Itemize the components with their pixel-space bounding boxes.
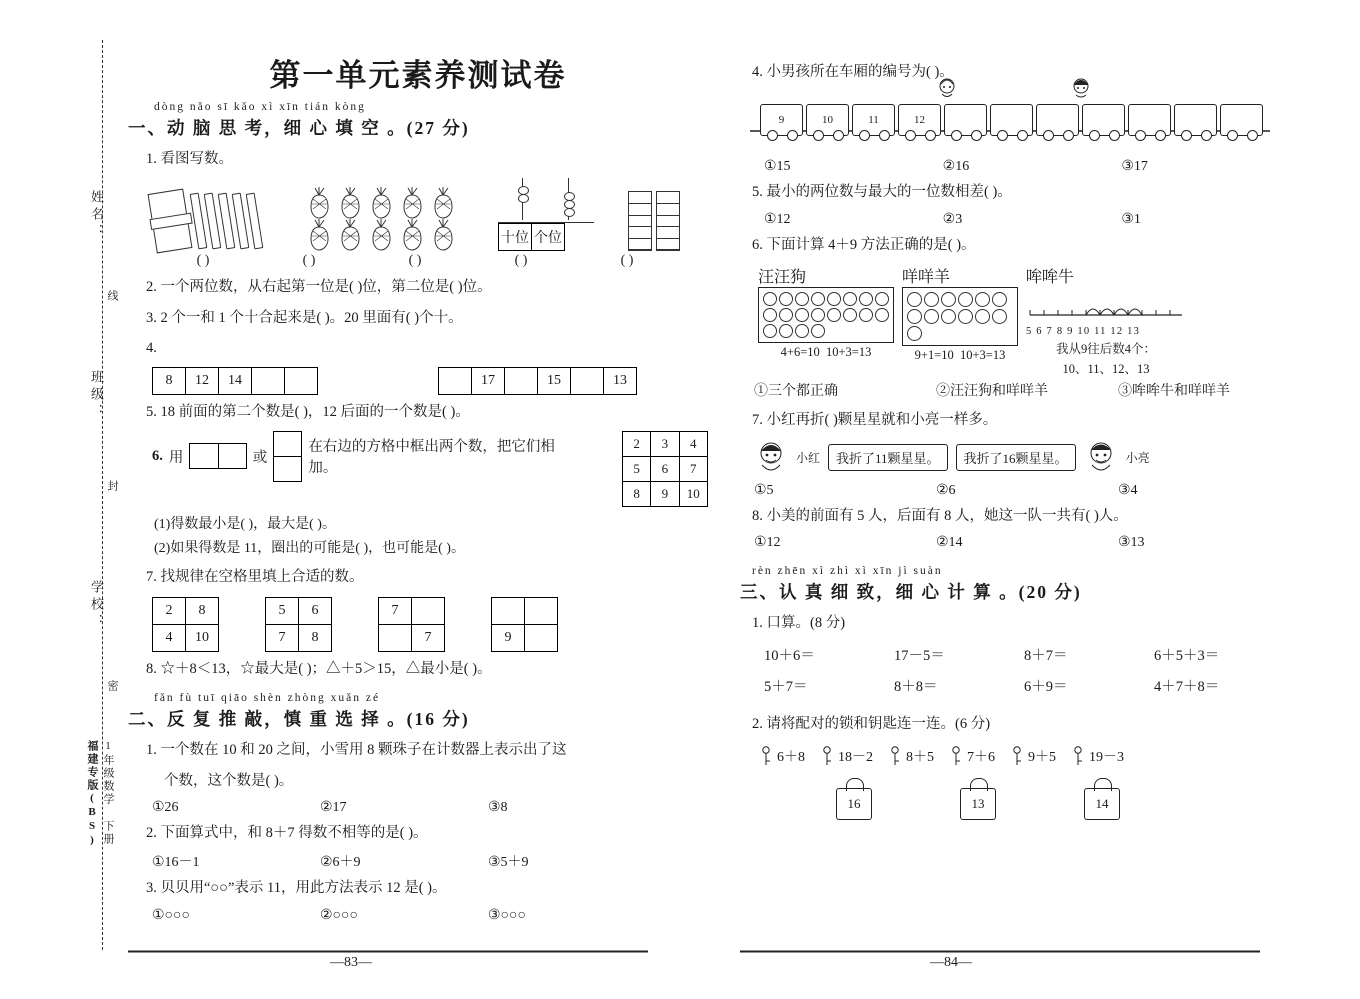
cell[interactable]: 7 (412, 624, 445, 651)
school-label: 学校： (89, 580, 104, 631)
key-icon (819, 746, 835, 766)
panel-caption-dog: 汪汪狗 (758, 269, 807, 287)
class-label: 班级： (89, 370, 104, 421)
cell[interactable]: 8 (299, 624, 332, 651)
cell[interactable] (492, 597, 525, 624)
option-1[interactable]: ①○○○ (152, 907, 190, 923)
q7-tables (152, 597, 708, 652)
right-footer-rule (740, 950, 1260, 953)
q7-table-2[interactable] (265, 597, 332, 652)
section-two-pinyin: fǎn fù tuī qiāo shèn zhòng xuǎn zé (154, 692, 381, 705)
key-item[interactable] (948, 746, 995, 766)
train-car-number: 9 (778, 114, 785, 127)
label-xiaohong: 小红 (796, 451, 821, 465)
choice-q2-options (152, 851, 708, 871)
train-car-number: 11 (868, 114, 879, 127)
sheep-eq-2: 10+3=13 (960, 348, 1006, 363)
grade-info: 1年级数学 下册 (102, 740, 114, 846)
option-1[interactable]: ①15 (764, 159, 791, 175)
option-3[interactable]: ③4 (1118, 482, 1138, 498)
key-item[interactable] (819, 746, 873, 766)
option-2[interactable]: ②6＋9 (320, 855, 361, 871)
key-item[interactable] (1070, 746, 1124, 766)
option-3[interactable]: ③8 (488, 799, 508, 815)
cell[interactable] (525, 597, 558, 624)
page-title: 第一单元素养测试卷 (269, 58, 567, 93)
cell[interactable]: 14 (219, 367, 252, 394)
q4-tables (152, 367, 708, 395)
fill-q6-1: (1)得数最小是( )，最大是( )。 (154, 516, 336, 532)
panel-caption-sheep: 咩咩羊 (902, 269, 951, 287)
key-row (758, 746, 1300, 766)
cell[interactable]: 7 (379, 597, 412, 624)
choice-q1-options (152, 799, 708, 816)
name-label: 姓名： (89, 190, 104, 241)
fill-q6-2: (2)如果得数是 11，圈出的可能是( )，也可能是( )。 (154, 540, 465, 556)
cell[interactable]: 15 (538, 367, 571, 394)
panel-caption-cow: 哞哞牛 (1026, 269, 1075, 287)
fill-q4: 4. (146, 340, 157, 357)
cell[interactable] (379, 624, 412, 651)
counter-ones-label: 个位 (532, 224, 565, 251)
cell[interactable] (412, 597, 445, 624)
q7-table-3[interactable] (378, 597, 445, 652)
choice-q7-options (754, 482, 1300, 499)
lock-row (836, 788, 1300, 820)
cell[interactable]: 9 (492, 624, 525, 651)
lock-item[interactable]: 16 (836, 788, 872, 820)
choice-q3: 3. 贝贝用“○○”表示 11，用此方法表示 12 是( )。 (146, 880, 447, 897)
key-item[interactable] (758, 746, 805, 766)
sticks-figure (150, 189, 270, 251)
cell[interactable]: 3 (651, 431, 679, 456)
seal-char-2: 封 (106, 480, 118, 493)
cell[interactable]: 4 (679, 431, 708, 456)
key-icon (758, 746, 774, 766)
q6-shape-b (273, 431, 302, 482)
seal-char-3: 密 (106, 680, 118, 693)
key-label: 7＋6 (967, 749, 995, 765)
choice-q1b: 个数，这个数是( )。 (164, 772, 294, 789)
fill-q8: 8. ☆＋8＜13，☆最大是( )；△＋5＞15，△最小是( )。 (146, 660, 492, 677)
cell[interactable] (285, 367, 318, 394)
lock-item[interactable]: 14 (1084, 788, 1120, 820)
cell[interactable]: 10 (186, 624, 219, 651)
cell[interactable] (571, 367, 604, 394)
pineapple-figure (304, 187, 464, 251)
page-number-left: —83— (330, 955, 372, 970)
calc-item[interactable]: 5＋7＝ (764, 678, 808, 695)
seal-char-1: 线 (106, 290, 118, 303)
q4-table-right[interactable] (438, 367, 637, 395)
train-car-number: 12 (914, 114, 925, 127)
choice-q8-options (754, 534, 1300, 551)
calc-item[interactable]: 4＋7＋8＝ (1154, 678, 1220, 695)
key-label: 19－3 (1089, 749, 1124, 765)
fill-q3: 3. 2 个一和 1 个十合起来是( )。20 里面有( )个十。 (146, 309, 463, 326)
key-label: 9＋5 (1028, 749, 1056, 765)
train-car-number: 10 (822, 114, 833, 127)
cell[interactable]: 12 (186, 367, 219, 394)
key-icon (887, 746, 903, 766)
key-label: 6＋8 (777, 749, 805, 765)
option-3[interactable]: ③17 (1121, 159, 1148, 175)
calc-q1: 1. 口算。(8 分) (752, 614, 846, 631)
calc-item[interactable]: 8＋7＝ (1024, 648, 1068, 665)
key-icon (948, 746, 964, 766)
option-2[interactable]: ②14 (936, 534, 963, 550)
right-column (740, 36, 1300, 820)
calc-item[interactable]: 10＋6＝ (764, 648, 815, 665)
cell[interactable]: 4 (153, 624, 186, 651)
section-three-pinyin: rèn zhēn xì zhì xì xīn jì suàn (752, 564, 943, 577)
girl-icon (936, 76, 958, 102)
abacus-counter-figure (498, 178, 594, 251)
option-3[interactable]: ③13 (1118, 534, 1145, 550)
key-label: 18－2 (838, 749, 873, 765)
section-one-heading: 一、动 脑 思 考，细 心 填 空 。(27 分) (128, 118, 470, 138)
q6-shape-a (189, 443, 246, 469)
cell[interactable]: 7 (679, 456, 708, 481)
number-line-figure (1026, 287, 1186, 321)
key-item[interactable] (1009, 746, 1056, 766)
label-xiaoliang: 小亮 (1125, 451, 1150, 465)
option-3[interactable]: ③○○○ (488, 907, 526, 923)
option-1[interactable]: ①16－1 (152, 855, 200, 871)
fill-q1: 1. 看图写数。 (146, 151, 233, 167)
fill-q5: 5. 18 前面的第二个数是( )，12 后面的一个数是( )。 (146, 403, 470, 420)
cell[interactable]: 13 (604, 367, 637, 394)
cell[interactable]: 8 (186, 597, 219, 624)
dog-eq-1: 4+6=10 (780, 345, 820, 360)
key-item[interactable] (887, 746, 934, 766)
boy-xiaoliang-icon (1084, 439, 1118, 477)
cell[interactable]: 6 (651, 456, 679, 481)
choice-q4-options (764, 158, 1300, 175)
cell[interactable]: 5 (623, 456, 651, 481)
cell[interactable]: 6 (299, 597, 332, 624)
cell[interactable]: 8 (623, 481, 651, 506)
option-2[interactable]: ②○○○ (320, 907, 358, 923)
cell[interactable]: 7 (266, 624, 299, 651)
number-line-labels: 5 6 7 8 9 10 11 12 13 (1026, 326, 1141, 338)
q1-answer-parens (150, 253, 680, 269)
cell[interactable]: 5 (266, 597, 299, 624)
cell[interactable] (439, 367, 472, 394)
calc-q2: 2. 请将配对的锁和钥匙连一连。(6 分) (752, 716, 991, 733)
option-3[interactable]: ③1 (1121, 211, 1141, 227)
ten-blocks-figure (628, 191, 680, 251)
key-label: 8＋5 (906, 749, 934, 765)
option-2[interactable]: ②6 (936, 482, 956, 498)
q1-paren-3[interactable]: ( ) (408, 253, 422, 269)
q7-table-4[interactable] (491, 597, 558, 652)
q1-paren-2[interactable]: ( ) (302, 253, 316, 269)
q6-number-grid[interactable] (622, 431, 708, 507)
option-2[interactable]: ②16 (942, 159, 970, 175)
cell[interactable]: 10 (679, 481, 708, 506)
choice-q6: 6. 下面计算 4＋9 方法正确的是( )。 (752, 236, 976, 253)
section-two-heading: 二、反 复 推 敲，慎 重 选 择 。(16 分) (128, 709, 470, 730)
option-1[interactable]: ①三个都正确 (754, 384, 838, 400)
option-2[interactable]: ②3 (942, 211, 963, 227)
q6-row: 6. 用 或 在右边的方格中框出两个数，把它们相加。 2 3 4 5 6 7 8 9 10 (152, 431, 708, 507)
lock-item[interactable]: 13 (960, 788, 996, 820)
cell[interactable] (252, 367, 285, 394)
dog-dots-panel (758, 287, 894, 343)
oral-calc-items (764, 641, 1284, 702)
book-info: 福建专版(BS) (86, 740, 98, 848)
choice-q6-options (754, 380, 1300, 400)
margin-column (82, 40, 122, 950)
q4-table-left[interactable] (152, 367, 318, 395)
key-icon (1009, 746, 1025, 766)
q6-method-panels (758, 264, 1300, 377)
cell[interactable]: 2 (623, 431, 651, 456)
q7-star-figures (754, 439, 1300, 477)
option-1[interactable]: ①12 (764, 211, 791, 227)
fill-q2: 2. 一个两位数，从右起第一位是( )位，第二位是( )位。 (146, 279, 492, 296)
cell[interactable] (505, 367, 538, 394)
choice-q5: 5. 最小的两位数与最大的一位数相差( )。 (752, 184, 1012, 201)
page-number-right: —84— (930, 955, 972, 970)
option-2[interactable]: ②17 (320, 799, 347, 815)
q1-paren-1[interactable]: ( ) (196, 253, 210, 269)
key-icon (1070, 746, 1086, 766)
cell[interactable]: 9 (651, 481, 679, 506)
option-2[interactable]: ②汪汪狗和咩咩羊 (936, 384, 1048, 400)
choice-q7: 7. 小红再折( )颗星星就和小亮一样多。 (752, 412, 998, 429)
choice-q3-options (152, 907, 708, 924)
calc-item[interactable]: 6＋5＋3＝ (1154, 648, 1220, 665)
boy-icon (1070, 76, 1092, 102)
choice-q8: 8. 小美的前面有 5 人，后面有 8 人，她这一队一共有( )人。 (752, 507, 1128, 524)
bubble-xiaoliang: 我折了16颗星星。 (956, 444, 1076, 471)
option-1[interactable]: ①5 (754, 482, 774, 498)
cell[interactable]: 17 (472, 367, 505, 394)
choice-q2: 2. 下面算式中，和 8＋7 得数不相等的是( )。 (146, 824, 428, 841)
sheep-apples-panel (902, 287, 1018, 346)
choice-q5-options (764, 211, 1300, 228)
option-1[interactable]: ①26 (152, 799, 179, 815)
bubble-xiaohong: 我折了11颗星星。 (828, 444, 948, 471)
q1-figures (150, 178, 680, 251)
fill-q7: 7. 找规律在空格里填上合适的数。 (146, 569, 364, 586)
left-footer-rule (128, 950, 648, 953)
cell[interactable]: 2 (153, 597, 186, 624)
train-figure (750, 90, 1270, 152)
girl-xiaohong-icon (754, 439, 788, 477)
cell[interactable]: 8 (153, 367, 186, 394)
cow-eq-2: 10、11、12、13 (1062, 362, 1150, 377)
choice-q1: 1. 一个数在 10 和 20 之间，小雪用 8 颗珠子在计数器上表示出了这 (146, 742, 567, 759)
sheep-eq-1: 9+1=10 (914, 348, 954, 363)
q1-paren-4[interactable]: ( ) (514, 253, 528, 269)
choice-q4: 4. 小男孩所在车厢的编号为( )。 (752, 64, 954, 80)
left-column (128, 36, 708, 927)
calc-item[interactable]: 8＋8＝ (894, 678, 938, 695)
cell[interactable] (525, 624, 558, 651)
cow-eq-1: 我从9往后数4个： (1055, 342, 1156, 357)
calc-item[interactable]: 17－5＝ (894, 648, 945, 665)
option-1[interactable]: ①12 (754, 534, 781, 550)
q7-table-1[interactable] (152, 597, 219, 652)
counter-place-table (498, 223, 565, 251)
counter-tens-label: 十位 (499, 224, 532, 251)
dog-eq-2: 10+3=13 (826, 345, 872, 360)
option-3[interactable]: ③哞哞牛和咩咩羊 (1118, 384, 1230, 400)
section-one-pinyin: dòng nǎo sī kǎo xì xīn tián kòng (154, 101, 366, 113)
q1-paren-5[interactable]: ( ) (620, 253, 634, 269)
section-three-heading: 三、认 真 细 致，细 心 计 算 。(20 分) (740, 581, 1082, 602)
calc-item[interactable]: 6＋9＝ (1024, 678, 1068, 695)
option-3[interactable]: ③5＋9 (488, 855, 529, 871)
